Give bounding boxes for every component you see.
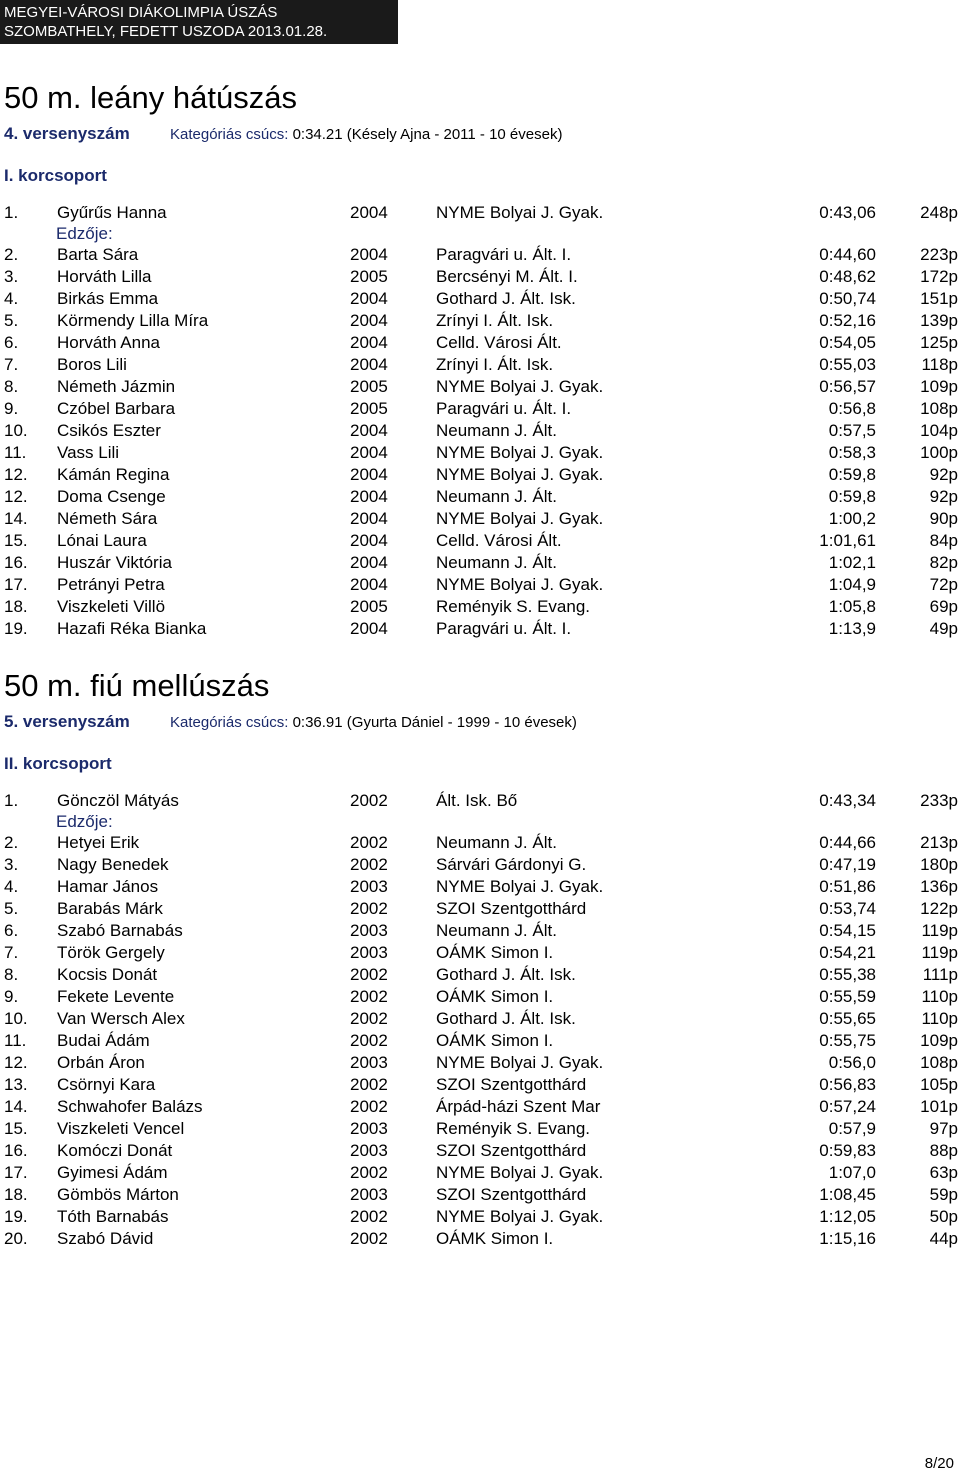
event-title: 50 m. leány hátúszás — [4, 80, 297, 115]
result-school: NYME Bolyai J. Gyak. — [436, 509, 604, 528]
event-number: 5. versenyszám — [4, 712, 130, 731]
result-time: 1:13,9 — [828, 619, 876, 638]
result-points: 50p — [929, 1207, 958, 1226]
result-name: Németh Sára — [57, 509, 158, 528]
result-points: 180p — [920, 855, 958, 874]
result-school: Celld. Városi Ált. — [436, 531, 562, 550]
result-name: Lónai Laura — [57, 531, 147, 550]
result-time: 1:08,45 — [819, 1185, 876, 1204]
result-time: 0:52,16 — [819, 311, 876, 330]
result-points: 44p — [929, 1229, 958, 1248]
result-school: Celld. Városi Ált. — [436, 333, 562, 352]
result-name: Hazafi Réka Bianka — [57, 619, 207, 638]
result-place: 18. — [4, 1185, 28, 1204]
result-points: 118p — [921, 355, 958, 374]
result-year: 2004 — [350, 443, 388, 462]
result-place: 5. — [4, 311, 19, 330]
result-row — [0, 1118, 960, 1140]
result-place: 19. — [4, 619, 28, 638]
result-row — [0, 1030, 960, 1052]
result-name: Czóbel Barbara — [57, 399, 176, 418]
result-place: 14. — [4, 509, 28, 528]
result-place: 4. — [4, 877, 19, 896]
record-label: Kategóriás csúcs: — [170, 714, 289, 731]
result-place: 16. — [4, 1141, 28, 1160]
result-points: 105p — [920, 1075, 958, 1094]
result-school: Paragvári u. Ált. I. — [436, 399, 572, 418]
result-row — [0, 530, 960, 552]
result-name: Kámán Regina — [57, 465, 170, 484]
result-points: 72p — [929, 575, 958, 594]
result-school: Árpád-házi Szent Mar — [436, 1097, 601, 1116]
result-time: 0:59,83 — [819, 1141, 876, 1160]
result-school: Bercsényi M. Ált. I. — [436, 267, 578, 286]
result-time: 0:43,06 — [819, 203, 876, 222]
result-row — [0, 310, 960, 332]
result-name: Szabó Dávid — [57, 1229, 154, 1248]
record-value: 0:36.91 (Gyurta Dániel - 1999 - 10 évesek) — [292, 714, 577, 731]
result-school: Neumann J. Ált. — [436, 833, 557, 852]
result-time: 0:56,0 — [828, 1053, 876, 1072]
record-label: Kategóriás csúcs: — [170, 126, 289, 143]
result-year: 2004 — [350, 465, 388, 484]
result-year: 2002 — [350, 1207, 388, 1226]
result-points: 104p — [920, 421, 958, 440]
result-row — [0, 986, 960, 1008]
result-time: 0:55,03 — [819, 355, 876, 374]
result-year: 2003 — [350, 1119, 388, 1138]
result-place: 9. — [4, 399, 19, 418]
result-points: 119p — [921, 943, 958, 962]
result-year: 2002 — [350, 833, 388, 852]
result-name: Csikós Eszter — [57, 421, 161, 440]
result-name: Barabás Márk — [57, 899, 163, 918]
coach-label: Edzője: — [56, 812, 113, 831]
result-school: Paragvári u. Ált. I. — [436, 245, 572, 264]
competition-venue-date: SZOMBATHELY, FEDETT USZODA 2013.01.28. — [4, 23, 328, 40]
result-place: 12. — [4, 487, 28, 506]
result-points: 84p — [929, 531, 958, 550]
result-points: 139p — [920, 311, 958, 330]
result-name: Huszár Viktória — [57, 553, 172, 572]
result-name: Gyimesi Ádám — [57, 1163, 168, 1182]
result-name: Nagy Benedek — [57, 855, 169, 874]
result-year: 2004 — [350, 333, 388, 352]
result-school: Sárvári Gárdonyi G. — [436, 855, 587, 874]
result-year: 2004 — [350, 509, 388, 528]
result-points: 172p — [920, 267, 958, 286]
result-school: NYME Bolyai J. Gyak. — [436, 1207, 604, 1226]
result-name: Orbán Áron — [57, 1053, 145, 1072]
result-year: 2004 — [350, 553, 388, 572]
result-school: Reményik S. Evang. — [436, 1119, 591, 1138]
result-time: 0:43,34 — [819, 791, 876, 810]
result-place: 10. — [4, 421, 28, 440]
result-year: 2003 — [350, 921, 388, 940]
result-time: 1:01,61 — [819, 531, 876, 550]
result-row — [0, 1228, 960, 1250]
result-school: OÁMK Simon I. — [436, 987, 554, 1006]
result-place: 13. — [4, 1075, 28, 1094]
result-year: 2002 — [350, 855, 388, 874]
result-year: 2004 — [350, 311, 388, 330]
result-place: 11. — [4, 1031, 27, 1050]
result-time: 0:58,3 — [828, 443, 876, 462]
result-points: 109p — [920, 377, 958, 396]
result-row — [0, 486, 960, 508]
result-name: Birkás Emma — [57, 289, 159, 308]
result-time: 0:57,5 — [828, 421, 876, 440]
result-year: 2002 — [350, 965, 388, 984]
result-year: 2002 — [350, 1229, 388, 1248]
result-row — [0, 464, 960, 486]
result-name: Gömbös Márton — [57, 1185, 179, 1204]
result-school: SZOI Szentgotthárd — [436, 1185, 587, 1204]
result-school: NYME Bolyai J. Gyak. — [436, 377, 604, 396]
result-name: Hetyei Erik — [57, 833, 140, 852]
result-time: 0:55,59 — [819, 987, 876, 1006]
result-name: Szabó Barnabás — [57, 921, 183, 940]
competition-header — [0, 0, 398, 44]
result-time: 0:44,60 — [819, 245, 876, 264]
result-points: 92p — [929, 487, 958, 506]
result-place: 12. — [4, 465, 28, 484]
result-name: Viszkeleti Vencel — [57, 1119, 185, 1138]
result-year: 2004 — [350, 575, 388, 594]
result-year: 2004 — [350, 289, 388, 308]
result-name: Körmendy Lilla Míra — [57, 311, 209, 330]
coach-line — [0, 223, 960, 244]
result-name: Török Gergely — [57, 943, 165, 962]
result-points: 63p — [929, 1163, 958, 1182]
result-points: 109p — [920, 1031, 958, 1050]
result-points: 82p — [929, 553, 958, 572]
result-points: 110p — [921, 1009, 958, 1028]
result-time: 0:50,74 — [819, 289, 876, 308]
result-year: 2003 — [350, 1141, 388, 1160]
result-row — [0, 376, 960, 398]
result-row — [0, 398, 960, 420]
result-school: Zrínyi I. Ált. Isk. — [436, 355, 554, 374]
result-time: 0:56,8 — [828, 399, 876, 418]
result-year: 2005 — [350, 399, 388, 418]
result-school: NYME Bolyai J. Gyak. — [436, 877, 604, 896]
result-row — [0, 1206, 960, 1228]
result-name: Komóczi Donát — [57, 1141, 173, 1160]
result-time: 0:54,15 — [819, 921, 876, 940]
result-year: 2004 — [350, 531, 388, 550]
results-list — [0, 202, 960, 640]
result-year: 2004 — [350, 245, 388, 264]
result-row — [0, 596, 960, 618]
result-year: 2002 — [350, 987, 388, 1006]
result-year: 2002 — [350, 1031, 388, 1050]
result-place: 17. — [4, 1163, 28, 1182]
result-school: Ált. Isk. Bő — [436, 791, 518, 810]
result-row — [0, 574, 960, 596]
result-place: 3. — [4, 267, 19, 286]
result-school: NYME Bolyai J. Gyak. — [436, 443, 604, 462]
result-points: 110p — [921, 987, 958, 1006]
result-row — [0, 1008, 960, 1030]
result-place: 1. — [4, 791, 19, 810]
result-points: 108p — [920, 1053, 958, 1072]
coach-line — [0, 811, 960, 832]
result-row — [0, 618, 960, 640]
result-points: 88p — [929, 1141, 958, 1160]
result-name: Budai Ádám — [57, 1031, 150, 1050]
result-name: Van Wersch Alex — [57, 1009, 185, 1028]
result-name: Schwahofer Balázs — [57, 1097, 203, 1116]
result-time: 1:02,1 — [828, 553, 876, 572]
result-year: 2002 — [350, 1075, 388, 1094]
result-school: SZOI Szentgotthárd — [436, 1075, 587, 1094]
result-place: 12. — [4, 1053, 28, 1072]
result-place: 4. — [4, 289, 19, 308]
result-school: Gothard J. Ált. Isk. — [436, 1009, 576, 1028]
result-points: 136p — [920, 877, 958, 896]
result-row — [0, 508, 960, 530]
result-name: Gönczöl Mátyás — [57, 791, 179, 810]
result-name: Viszkeleti Villö — [57, 597, 166, 616]
result-place: 19. — [4, 1207, 28, 1226]
result-name: Gyűrűs Hanna — [57, 203, 167, 222]
result-place: 6. — [4, 333, 19, 352]
result-time: 0:55,65 — [819, 1009, 876, 1028]
result-row — [0, 1184, 960, 1206]
result-school: Neumann J. Ált. — [436, 553, 557, 572]
event-record — [170, 714, 577, 731]
result-name: Horváth Lilla — [57, 267, 152, 286]
result-time: 1:05,8 — [828, 597, 876, 616]
result-year: 2002 — [350, 899, 388, 918]
result-row — [0, 288, 960, 310]
result-place: 5. — [4, 899, 19, 918]
result-year: 2004 — [350, 355, 388, 374]
result-time: 0:44,66 — [819, 833, 876, 852]
result-name: Kocsis Donát — [57, 965, 158, 984]
result-school: Gothard J. Ált. Isk. — [436, 289, 576, 308]
result-year: 2005 — [350, 267, 388, 286]
result-name: Hamar János — [57, 877, 159, 896]
result-year: 2004 — [350, 619, 388, 638]
result-row — [0, 898, 960, 920]
result-place: 3. — [4, 855, 19, 874]
result-school: OÁMK Simon I. — [436, 1229, 554, 1248]
result-year: 2002 — [350, 791, 388, 810]
result-row — [0, 244, 960, 266]
result-name: Tóth Barnabás — [57, 1207, 169, 1226]
event-record — [170, 126, 562, 143]
result-year: 2005 — [350, 597, 388, 616]
result-points: 59p — [929, 1185, 958, 1204]
result-row — [0, 920, 960, 942]
result-name: Petrányi Petra — [57, 575, 165, 594]
result-name: Csörnyi Kara — [57, 1075, 156, 1094]
result-school: NYME Bolyai J. Gyak. — [436, 1163, 604, 1182]
result-row — [0, 1140, 960, 1162]
result-row — [0, 832, 960, 854]
result-points: 97p — [929, 1119, 958, 1138]
result-row — [0, 442, 960, 464]
result-school: Zrínyi I. Ált. Isk. — [436, 311, 554, 330]
result-row — [0, 876, 960, 898]
result-year: 2003 — [350, 943, 388, 962]
result-school: SZOI Szentgotthárd — [436, 1141, 587, 1160]
result-name: Vass Lili — [57, 443, 120, 462]
result-row — [0, 354, 960, 376]
event-title: 50 m. fiú mellúszás — [4, 668, 270, 703]
result-year: 2003 — [350, 1185, 388, 1204]
result-time: 1:15,16 — [819, 1229, 876, 1248]
result-year: 2003 — [350, 1053, 388, 1072]
result-year: 2004 — [350, 421, 388, 440]
result-row — [0, 790, 960, 811]
result-place: 7. — [4, 943, 19, 962]
result-place: 16. — [4, 553, 28, 572]
result-row — [0, 1052, 960, 1074]
result-row — [0, 266, 960, 288]
result-name: Fekete Levente — [57, 987, 175, 1006]
result-place: 17. — [4, 575, 28, 594]
result-row — [0, 420, 960, 442]
result-name: Boros Lili — [57, 355, 127, 374]
competition-title: MEGYEI-VÁROSI DIÁKOLIMPIA ÚSZÁS — [4, 4, 278, 21]
result-time: 0:59,8 — [828, 465, 876, 484]
result-row — [0, 854, 960, 876]
result-place: 15. — [4, 1119, 28, 1138]
result-school: Reményik S. Evang. — [436, 597, 591, 616]
result-name: Barta Sára — [57, 245, 139, 264]
result-school: OÁMK Simon I. — [436, 943, 554, 962]
result-school: Paragvári u. Ált. I. — [436, 619, 572, 638]
result-row — [0, 1096, 960, 1118]
result-time: 1:07,0 — [828, 1163, 876, 1182]
result-name: Németh Jázmin — [57, 377, 176, 396]
coach-label: Edzője: — [56, 224, 113, 243]
result-name: Horváth Anna — [57, 333, 161, 352]
results-list — [0, 790, 960, 1250]
event-number: 4. versenyszám — [4, 124, 130, 143]
result-points: 69p — [929, 597, 958, 616]
result-points: 100p — [920, 443, 958, 462]
result-year: 2002 — [350, 1163, 388, 1182]
result-school: Neumann J. Ált. — [436, 921, 557, 940]
result-time: 0:53,74 — [819, 899, 876, 918]
result-points: 90p — [929, 509, 958, 528]
result-row — [0, 332, 960, 354]
result-row — [0, 942, 960, 964]
result-place: 18. — [4, 597, 28, 616]
result-row — [0, 964, 960, 986]
result-points: 248p — [920, 203, 958, 222]
result-place: 7. — [4, 355, 19, 374]
result-time: 0:55,75 — [819, 1031, 876, 1050]
result-time: 0:56,57 — [819, 377, 876, 396]
result-year: 2002 — [350, 1097, 388, 1116]
result-place: 1. — [4, 203, 19, 222]
result-time: 1:00,2 — [828, 509, 876, 528]
result-points: 233p — [920, 791, 958, 810]
result-school: NYME Bolyai J. Gyak. — [436, 465, 604, 484]
result-year: 2003 — [350, 877, 388, 896]
result-points: 223p — [920, 245, 958, 264]
result-points: 101p — [920, 1097, 958, 1116]
result-name: Doma Csenge — [57, 487, 166, 506]
result-points: 122p — [920, 899, 958, 918]
result-time: 1:12,05 — [819, 1207, 876, 1226]
age-group: II. korcsoport — [4, 754, 112, 773]
result-time: 0:56,83 — [819, 1075, 876, 1094]
result-points: 125p — [920, 333, 958, 352]
result-time: 0:47,19 — [819, 855, 876, 874]
result-time: 0:59,8 — [828, 487, 876, 506]
result-school: Gothard J. Ált. Isk. — [436, 965, 576, 984]
result-points: 213p — [920, 833, 958, 852]
result-row — [0, 202, 960, 223]
result-year: 2005 — [350, 377, 388, 396]
result-place: 15. — [4, 531, 28, 550]
result-time: 0:57,9 — [828, 1119, 876, 1138]
result-points: 49p — [929, 619, 958, 638]
result-points: 111p — [922, 965, 958, 984]
result-place: 10. — [4, 1009, 28, 1028]
result-points: 151p — [920, 289, 958, 308]
result-place: 2. — [4, 245, 19, 264]
result-place: 8. — [4, 377, 19, 396]
result-points: 119p — [921, 921, 958, 940]
result-year: 2002 — [350, 1009, 388, 1028]
result-time: 0:51,86 — [819, 877, 876, 896]
result-row — [0, 1074, 960, 1096]
result-year: 2004 — [350, 203, 388, 222]
result-place: 8. — [4, 965, 19, 984]
result-row — [0, 1162, 960, 1184]
result-place: 9. — [4, 987, 19, 1006]
result-time: 0:54,21 — [819, 943, 876, 962]
result-place: 2. — [4, 833, 19, 852]
result-place: 6. — [4, 921, 19, 940]
result-time: 1:04,9 — [828, 575, 876, 594]
result-school: NYME Bolyai J. Gyak. — [436, 575, 604, 594]
page-number: 8/20 — [924, 1455, 954, 1472]
result-school: NYME Bolyai J. Gyak. — [436, 1053, 604, 1072]
record-value: 0:34.21 (Késely Ajna - 2011 - 10 évesek) — [292, 126, 563, 143]
result-place: 20. — [4, 1229, 28, 1248]
result-place: 14. — [4, 1097, 28, 1116]
result-school: OÁMK Simon I. — [436, 1031, 554, 1050]
result-time: 0:55,38 — [819, 965, 876, 984]
result-time: 0:54,05 — [819, 333, 876, 352]
result-school: Neumann J. Ált. — [436, 421, 557, 440]
result-time: 0:57,24 — [819, 1097, 876, 1116]
result-year: 2004 — [350, 487, 388, 506]
result-points: 108p — [920, 399, 958, 418]
result-place: 11. — [4, 443, 27, 462]
result-time: 0:48,62 — [819, 267, 876, 286]
result-school: SZOI Szentgotthárd — [436, 899, 587, 918]
result-school: NYME Bolyai J. Gyak. — [436, 203, 604, 222]
result-school: Neumann J. Ált. — [436, 487, 557, 506]
result-points: 92p — [929, 465, 958, 484]
age-group: I. korcsoport — [4, 166, 107, 185]
result-row — [0, 552, 960, 574]
